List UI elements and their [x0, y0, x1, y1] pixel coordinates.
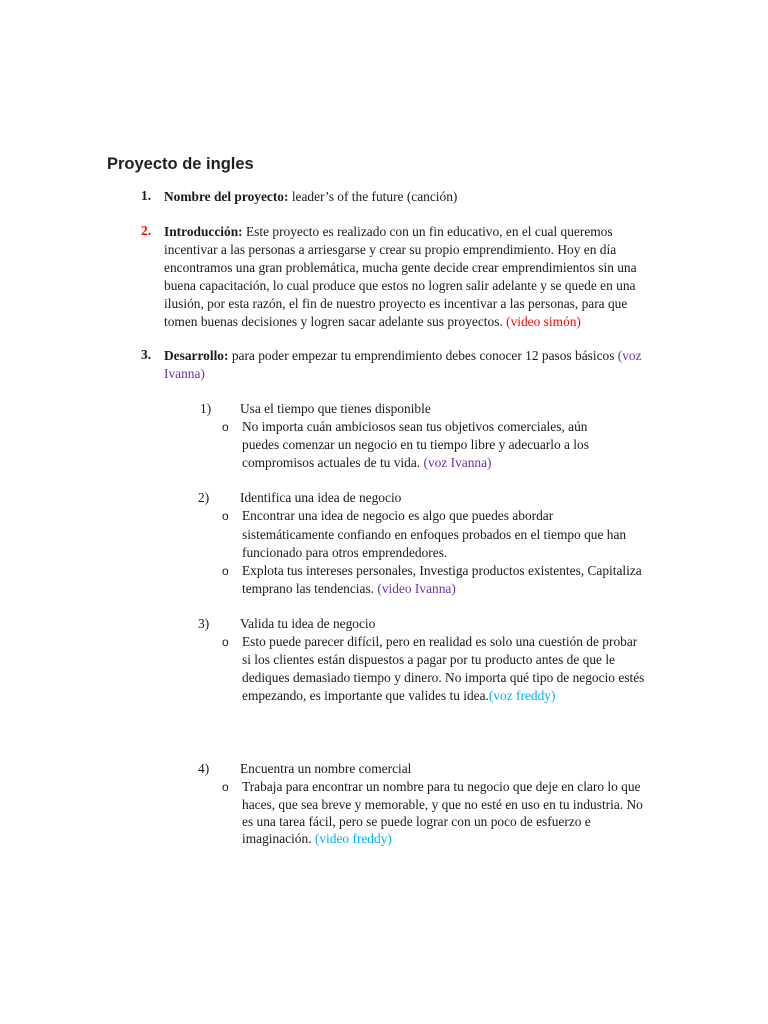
section-number: 1. — [141, 188, 152, 203]
section-label: Desarrollo: — [164, 348, 229, 363]
bullet-text: imaginación. — [242, 831, 315, 846]
bullet-text: No importa cuán ambiciosos sean tus objetivos comerciales, aún — [242, 419, 588, 434]
section-number: 3. — [141, 347, 152, 362]
step-title: Usa el tiempo que tienes disponible — [240, 401, 431, 416]
speaker-note: (voz — [617, 348, 642, 363]
bullet-text: temprano las tendencias. — [242, 581, 378, 596]
bullet-text: Esto puede parecer difícil, pero en realidad es solo una cuestión de probar — [242, 634, 638, 649]
step-number: 4) — [198, 761, 210, 776]
bullet-text: Explota tus intereses personales, Investiga productos existentes, Capitaliza — [242, 563, 642, 578]
document-title: Proyecto de ingles — [107, 155, 254, 173]
bullet-marker: o — [222, 509, 229, 523]
bullet-marker: o — [222, 564, 229, 578]
speaker-note: (video Ivanna) — [377, 581, 456, 596]
section-text: encontramos una gran problemática, mucha gente decide crear emprendimientos sin una — [164, 260, 637, 275]
bullet-text: es una tarea fácil, pero se puede lograr con un poco de esfuerzo e — [242, 814, 591, 829]
bullet-marker: o — [222, 780, 229, 794]
bullet-text: compromisos actuales de tu vida. — [242, 455, 424, 470]
step-number: 2) — [198, 490, 210, 505]
step-title: Valida tu idea de negocio — [240, 616, 376, 631]
section-text: tomen buenas decisiones y logren sacar adelante sus proyectos. — [164, 314, 507, 329]
section-label: Introducción: — [164, 224, 243, 239]
bullet-text: funcionado para otros emprendedores. — [242, 545, 448, 560]
speaker-note: (video simón) — [506, 314, 581, 329]
speaker-note: (voz Ivanna) — [423, 455, 492, 470]
section-text: buena capacitación, lo cual produce que estos no logren salir adelante y se quede en una — [164, 278, 636, 293]
bullet-text: Encontrar una idea de negocio es algo que puedes abordar — [242, 508, 554, 523]
step-number: 1) — [200, 401, 212, 416]
section-text: ilusión, por esta razón, el fin de nuestro proyecto es incentivar a las personas, para que — [164, 296, 628, 311]
section-number: 2. — [141, 223, 152, 238]
bullet-text: dediques demasiado tiempo y dinero. No importa qué tipo de negocio estés — [242, 670, 645, 685]
bullet-text: sistemáticamente confiando en enfoques probados en el tiempo que han — [242, 527, 627, 542]
bullet-text: Trabaja para encontrar un nombre para tu negocio que deje en claro lo que — [242, 779, 641, 794]
section-text: Este proyecto es realizado con un fin educativo, en el cual queremos — [242, 224, 613, 239]
bullet-text: empezando, es importante que valides tu idea. — [242, 688, 489, 703]
section-text: leader’s of the future (canción) — [288, 189, 458, 204]
bullet-marker: o — [222, 635, 229, 649]
step-title: Identifica una idea de negocio — [240, 490, 402, 505]
section-label: Nombre del proyecto: — [164, 189, 289, 204]
section-text: incentivar a las personas a arriesgarse y crear su propio emprendimiento. Hoy en día — [164, 242, 617, 257]
bullet-marker: o — [222, 420, 229, 434]
speaker-note: (video freddy) — [314, 831, 392, 846]
speaker-note: Ivanna) — [164, 366, 205, 381]
section-text: para poder empezar tu emprendimiento debes conocer 12 pasos básicos — [228, 348, 618, 363]
bullet-text: haces, que sea breve y memorable, y que no esté en uso en tu industria. No — [242, 797, 643, 812]
speaker-note: (voz freddy) — [488, 688, 556, 703]
bullet-text: puedes comenzar un negocio en tu tiempo libre y adecuarlo a los — [242, 437, 589, 452]
bullet-text: si los clientes están dispuestos a pagar por tu producto antes de que le — [242, 652, 615, 667]
step-title: Encuentra un nombre comercial — [240, 761, 412, 776]
step-number: 3) — [198, 616, 210, 631]
